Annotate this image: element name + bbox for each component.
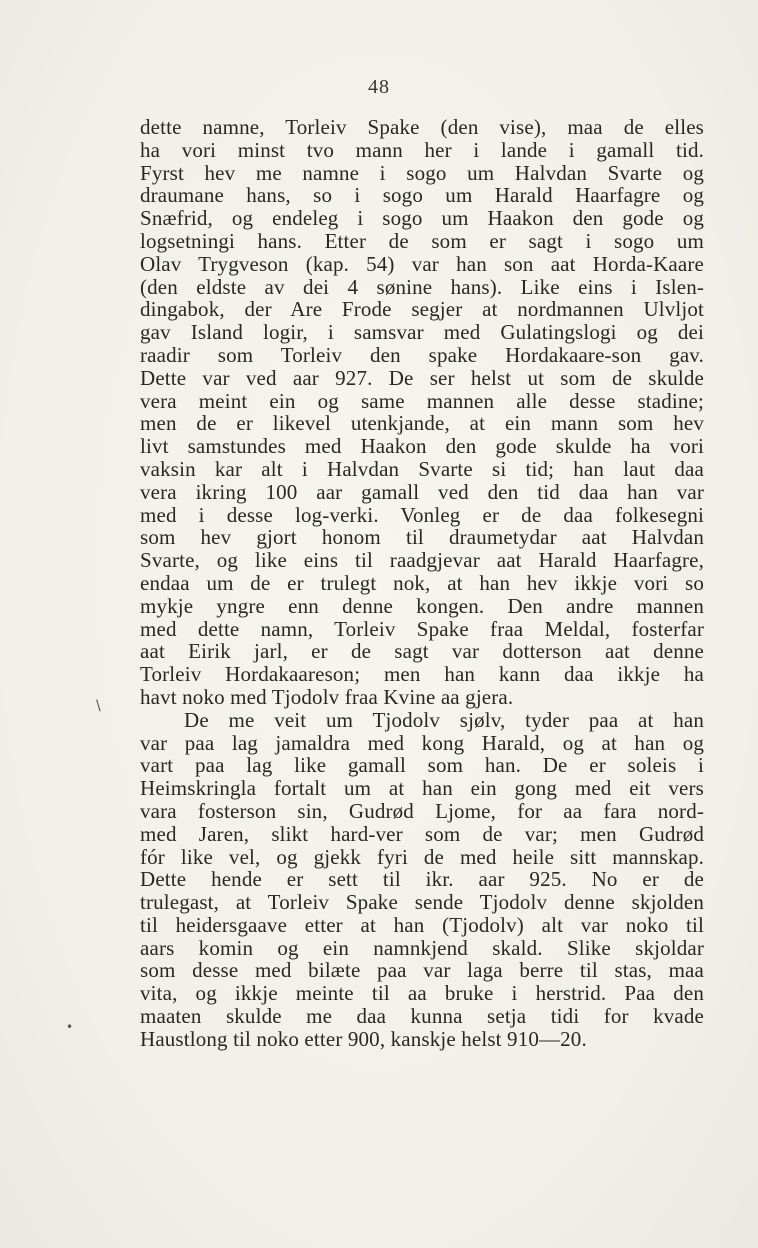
text-line: Haustlong til noko etter 900, kanskje helst 910—20. [140,1026,587,1051]
body-text [140,116,704,1051]
text-line: Snæfrid, og endeleg i sogo um Haakon den gode og [140,206,704,231]
text-line: dingabok, der Are Frode segjer at nordmannen Ulvljot [140,297,704,322]
text-line: til heidersgaave etter at han (Tjodolv) alt var noko til [140,912,704,937]
text-line: endaa um de er trulegt nok, at han hev ikkje vori so [140,570,704,595]
text-line: aat Eirik jarl, er de sagt var dotterson aat denne [140,639,704,664]
text-line: med i desse log-verki. Vonleg er de daa folkesegni [140,502,704,527]
text-line: var paa lag jamaldra med kong Harald, og at han og [140,730,704,755]
text-line: Dette var ved aar 927. De ser helst ut som de skulde [140,365,704,390]
text-line: trulegast, at Torleiv Spake sende Tjodolv denne skjolden [140,890,704,915]
text-line: vara fosterson sin, Gudrød Ljome, for aa fara nord- [140,798,704,823]
text-line: maaten skulde me daa kunna setja tidi for kvade [140,1004,704,1029]
text-line: ha vori minst tvo mann her i lande i gamall tid. [140,137,704,162]
text-line: men de er likevel utenkjande, at ein mann som hev [140,411,704,436]
margin-mark: • [66,1020,74,1034]
text-line: (den eldste av dei 4 sønine hans). Like eins i Islen- [140,274,704,299]
text-line: Torleiv Hordakaareson; men han kann daa ikkje ha [140,662,704,687]
text-line: logsetningi hans. Etter de som er sagt i sogo um [140,228,704,253]
text-line: mykje yngre enn denne kongen. Den andre mannen [140,593,704,618]
text-line: draumane hans, so i sogo um Harald Haarfagre og [140,183,704,208]
text-line: De me veit um Tjodolv sjølv, tyder paa at han [184,707,704,732]
text-line: vaksin kar alt i Halvdan Svarte si tid; han laut daa [140,456,704,481]
page-number: 48 [368,76,390,98]
text-line: med Jaren, slikt hard-ver som de var; men Gudrød [140,821,704,846]
text-line: med dette namn, Torleiv Spake fraa Meldal, fosterfar [140,616,704,641]
text-line: raadir som Torleiv den spake Hordakaare-son gav. [140,342,704,367]
text-line: vera meint ein og same mannen alle desse stadine; [140,388,704,413]
text-line: som hev gjort honom til draumetydar aat Halvdan [140,525,704,550]
text-line: Heimskringla fortalt um at han ein gong med eit vers [140,776,704,801]
text-line: Fyrst hev me namne i sogo um Halvdan Svarte og [140,160,704,185]
text-line: vart paa lag like gamall som han. De er soleis i [140,753,704,778]
margin-mark: \ [96,698,101,714]
text-line: livt samstundes med Haakon den gode skulde ha vori [140,434,704,459]
text-line: som desse med bilæte paa var laga berre til stas, maa [140,958,704,983]
text-line: gav Island logir, i samsvar med Gulatingslogi og dei [140,320,704,345]
text-line: vera ikring 100 aar gamall ved den tid daa han var [140,479,704,504]
text-line: dette namne, Torleiv Spake (den vise), maa de elles [140,115,704,139]
text-line: aars komin og ein namnkjend skald. Slike skjoldar [140,935,704,960]
text-line: Dette hende er sett til ikr. aar 925. No er de [140,867,704,892]
text-line: havt noko med Tjodolv fraa Kvine aa gjera. [140,684,514,709]
text-line: Svarte, og like eins til raadgjevar aat Harald Haarfagre, [140,548,704,573]
text-line: Olav Trygveson (kap. 54) var han son aat Horda-Kaare [140,251,704,276]
text-line: fór like vel, og gjekk fyri de med heile sitt mannskap. [140,844,704,869]
text-line: vita, og ikkje meinte til aa bruke i herstrid. Paa den [140,981,704,1006]
